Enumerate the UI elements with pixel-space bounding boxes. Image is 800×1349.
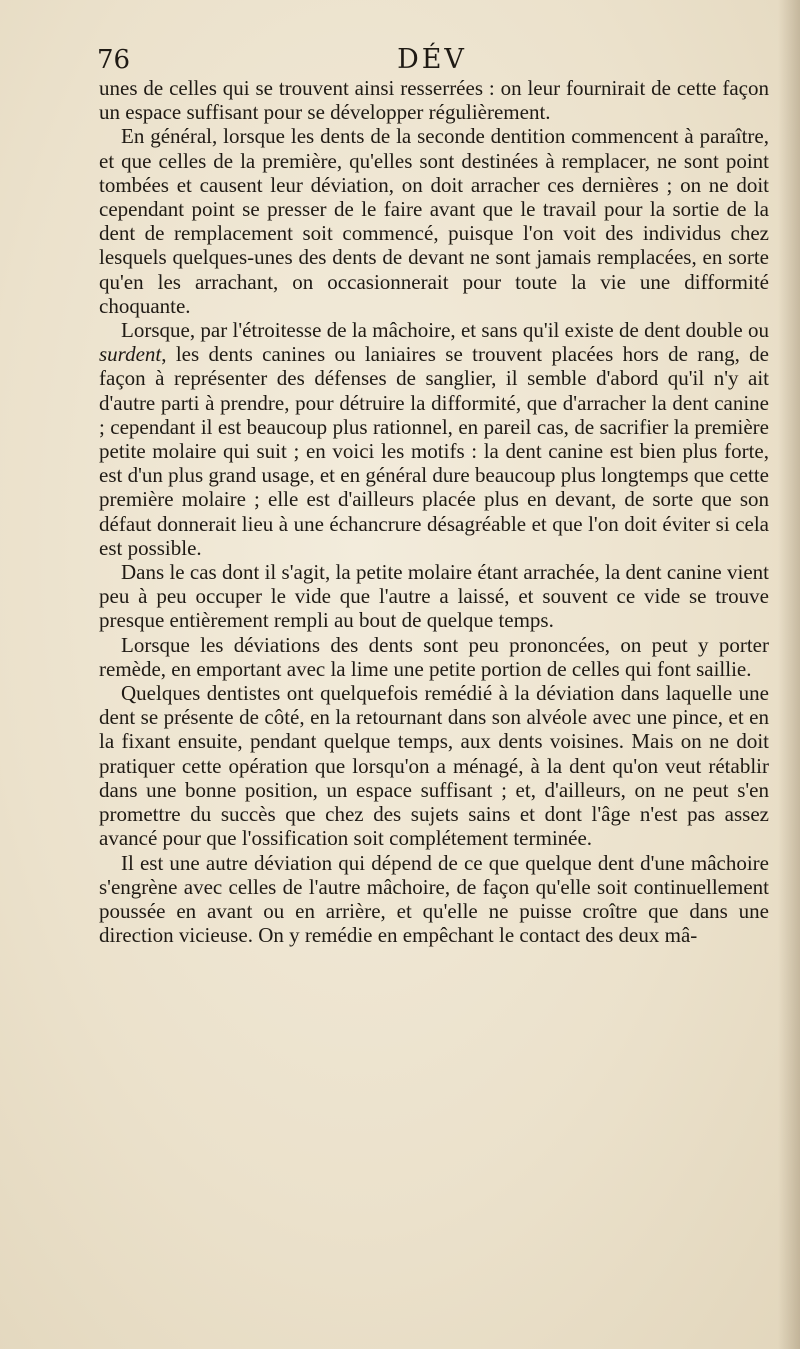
running-head: DÉV xyxy=(397,44,467,75)
paragraph-text-start: Lorsque, par l'étroitesse de la mâchoire, et sans qu'il existe de dent double ou xyxy=(121,318,769,343)
body-text xyxy=(99,76,769,947)
paragraph-petite-molaire: Dans le cas dont il s'agit, la petite molaire étant arrachée, la dent canine vient peu à peu occuper le vide que l'autre a laissé, et souvent ce vide se trouve presque entièrement rempli au bout de quelque temps. xyxy=(99,560,769,633)
paragraph-dents-canines xyxy=(99,318,769,560)
paragraph-engrenement: Il est une autre déviation qui dépend de ce que quelque dent d'une mâchoire s'engrène avec celles de l'autre mâchoire, de façon qu'elle soit continuellement poussée en avant ou en arrière, et qu'elle ne puisse croître que dans une direction vicieuse. On y remédie en empêchant le contact des deux mâ- xyxy=(99,850,769,948)
page-gutter-shadow xyxy=(778,0,800,1349)
paragraph-retournement: Quelques dentistes ont quelquefois remédié à la déviation dans laquelle une dent se présente de côté, en la retournant dans son alvéole avec une pince, et en la fixant ensuite, pendant quelque temps, aux dents voisines. Mais on ne doit pratiquer cette opération que lorsqu'on a ménagé, à la dent qu'on veut rétablir dans une bonne position, un espace suffisant ; et, d'ailleurs, on ne peut s'en promettre du succès que chez des sujets sains et dont l'âge n'est pas assez avancé pour que l'ossification soit complétement terminée. xyxy=(99,681,769,851)
page-number: 76 xyxy=(97,45,131,75)
page-header xyxy=(97,40,767,80)
paragraph-seconde-dentition: En général, lorsque les dents de la seconde dentition commencent à paraître, et que celles de la première, qu'elles sont destinées à remplacer, ne sont point tombées et causent leur déviation, on doit arracher ces dernières ; on ne doit cependant point se presser de le faire avant que le travail pour la sortie de la dent de remplacement soit commencé, puisque l'on voit des individus chez lesquels quelques-unes des dents de devant ne sont jamais remplacées, en sorte qu'en les arrachant, on occasionnerait pour toute la vie une difformité choquante. xyxy=(99,124,769,318)
italic-term-surdent: surdent xyxy=(99,342,162,367)
paragraph-lime: Lorsque les déviations des dents sont peu prononcées, on peut y porter remède, en emportant avec la lime une petite portion de celles qui font saillie. xyxy=(99,632,769,681)
paragraph-continuation: unes de celles qui se trouvent ainsi resserrées : on leur fournirait de cette façon un espace suffisant pour se développer régulièrement. xyxy=(99,76,769,125)
paragraph-text-end: , les dents canines ou laniaires se trouvent placées hors de rang, de façon à représenter des défenses de sanglier, il semble d'abord qu'il n'y ait d'autre parti à prendre, pour détruire la difformité, que d'arracher la dent canine ; cependant il est beaucoup plus rationnel, en pareil cas, de sacrifier la première petite molaire qui suit ; en voici les motifs : la dent canine est bien plus forte, est d'un plus grand usage, et en général dure beaucoup plus longtemps que cette première molaire ; elle est d'ailleurs placée plus en devant, de sorte que son défaut donnerait lieu à une échancrure désagréable et que l'on doit éviter si cela est possible. xyxy=(99,342,769,560)
